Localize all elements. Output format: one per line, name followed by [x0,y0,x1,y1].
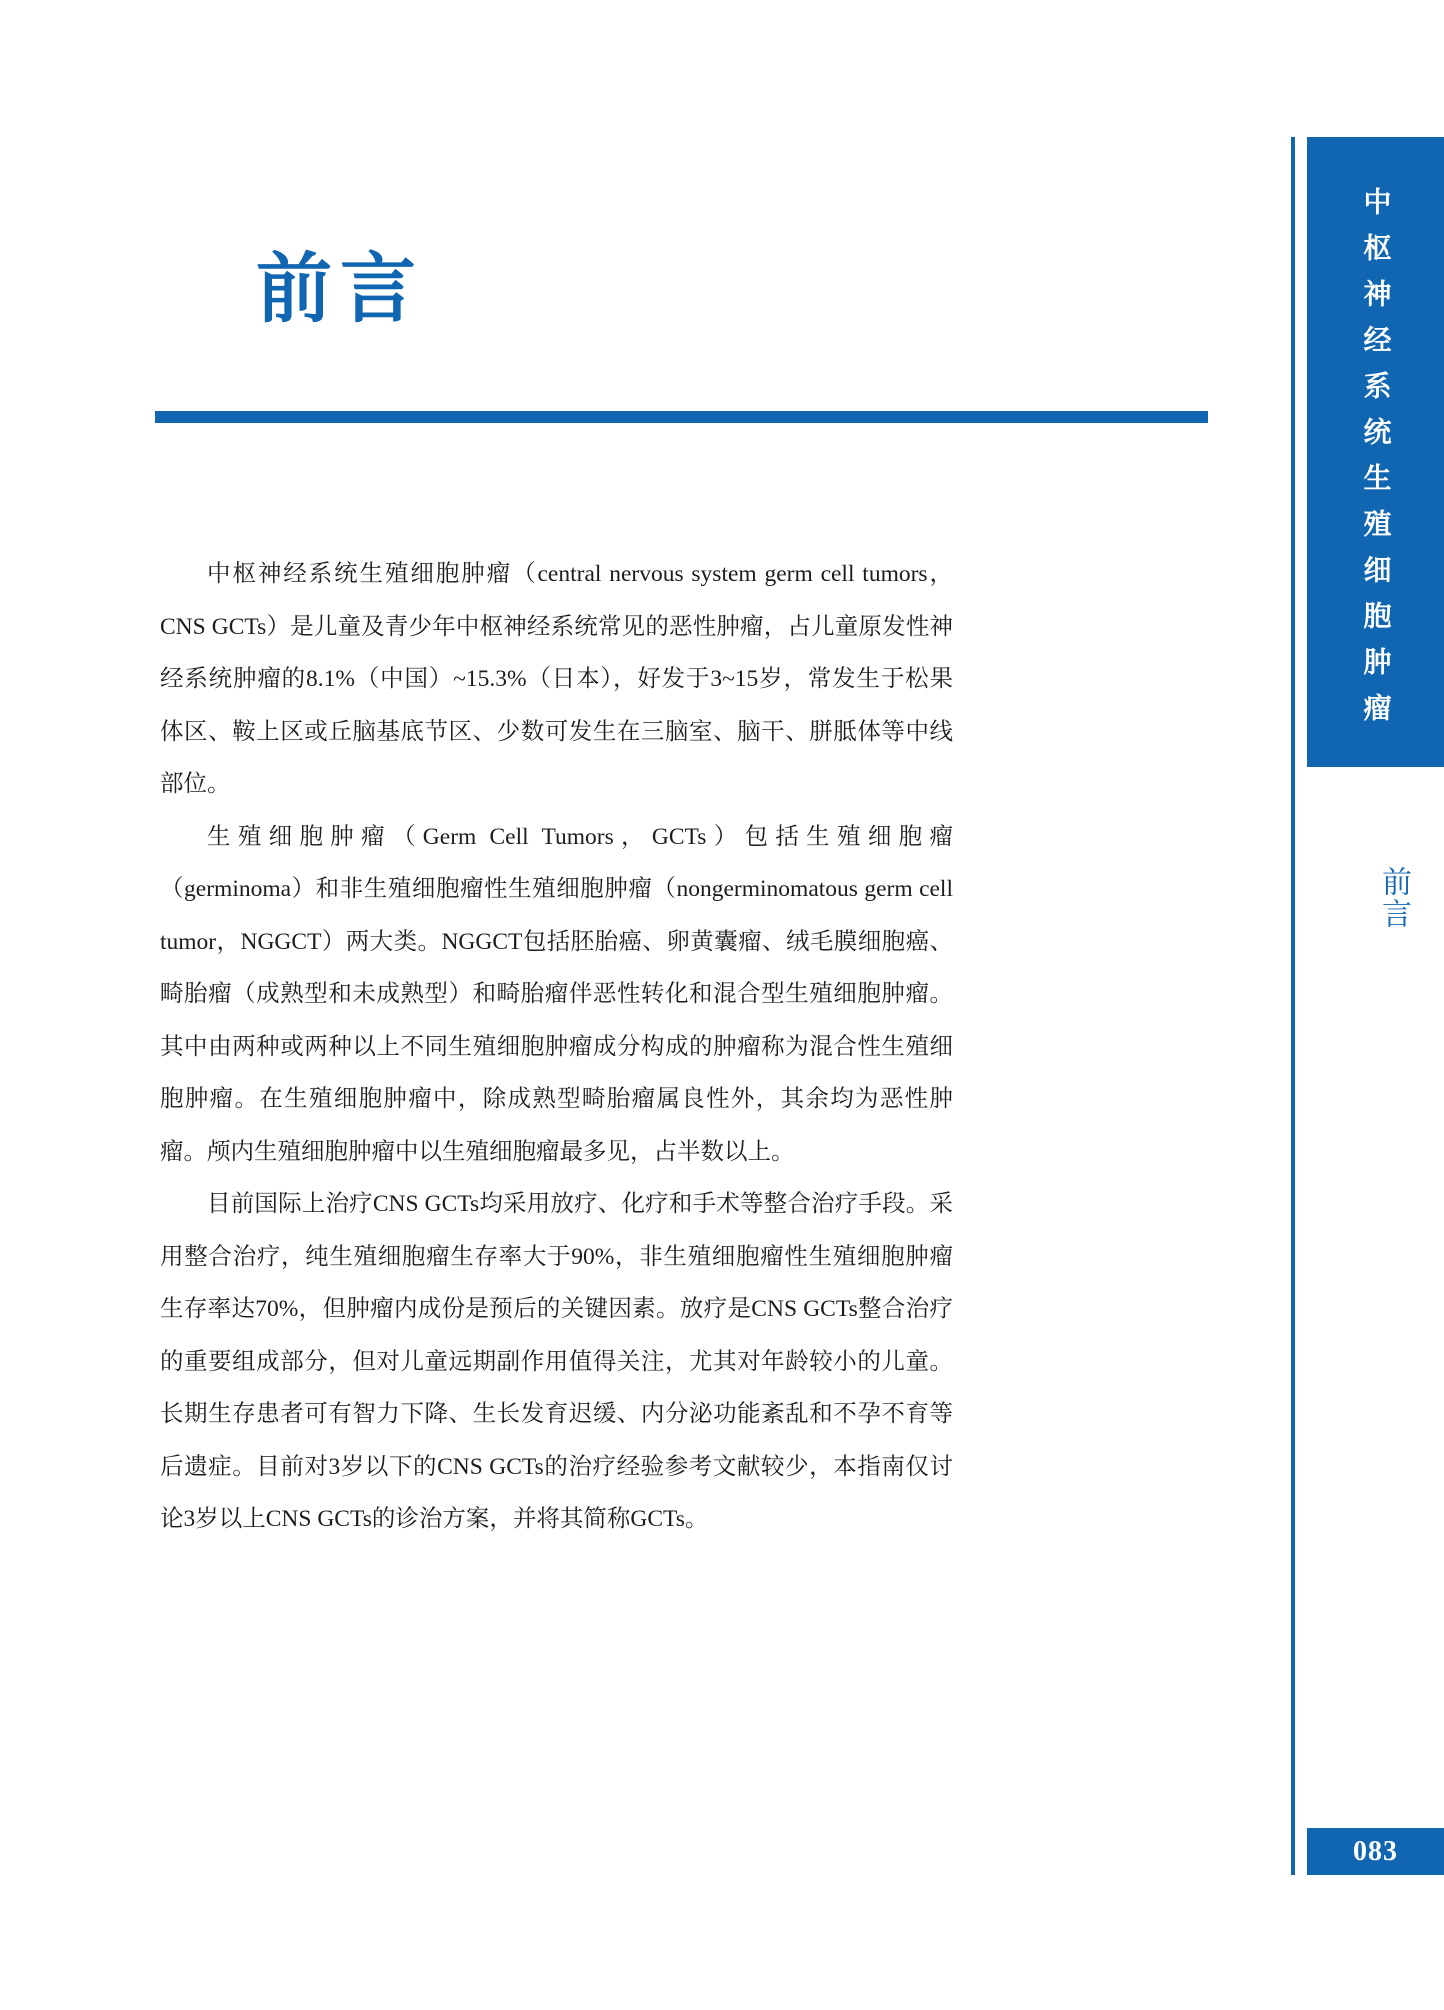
title-divider-rule [155,411,1208,423]
body-text [160,548,953,1546]
paragraph-intro: 中枢神经系统生殖细胞肿瘤（central nervous system germ cell tumors，CNS GCTs）是儿童及青少年中枢神经系统常见的恶性肿瘤，占儿童原发性神经系统肿瘤的8.1%（中国）~15.3%（日本），好发于3~15岁，常发生于松果体区、鞍上区或丘脑基底节区、少数可发生在三脑室、脑干、胼胝体等中线部位。 [160,561,953,797]
sidebar-book-title-label: 中枢神经系统生殖细胞肿瘤 [1360,187,1392,739]
sidebar-book-title-tab [1307,137,1444,767]
page-number: 083 [1353,1835,1398,1867]
sidebar-section-marker: 前言 [1377,866,1410,930]
page-number-badge [1307,1828,1444,1875]
page-title: 前言 [256,247,424,332]
paragraph-treatment: 目前国际上治疗CNS GCTs均采用放疗、化疗和手术等整合治疗手段。采用整合治疗，纯生殖细胞瘤生存率大于90%，非生殖细胞瘤性生殖细胞肿瘤生存率达70%，但肿瘤内成份是预后的关键因素。放疗是CNS GCTs整合治疗的重要组成部分，但对儿童远期副作用值得关注，尤其对年龄较小的儿童。长期生存患者可有智力下降、生长发育迟缓、内分泌功能紊乱和不孕不育等后遗症。目前对3岁以下的CNS GCTs的治疗经验参考文献较少，本指南仅讨论3岁以上CNS GCTs的诊治方案，并将其简称GCTs。 [160,1191,953,1532]
sidebar-vertical-rule [1291,137,1295,1875]
paragraph-classification: 生殖细胞肿瘤（Germ Cell Tumors，GCTs）包括生殖细胞瘤（germinoma）和非生殖细胞瘤性生殖细胞肿瘤（nongerminomatous germ cell tumor，NGGCT）两大类。NGGCT包括胚胎癌、卵黄囊瘤、绒毛膜细胞癌、畸胎瘤（成熟型和未成熟型）和畸胎瘤伴恶性转化和混合型生殖细胞肿瘤。其中由两种或两种以上不同生殖细胞肿瘤成分构成的肿瘤称为混合性生殖细胞肿瘤。在生殖细胞肿瘤中，除成熟型畸胎瘤属良性外，其余均为恶性肿瘤。颅内生殖细胞肿瘤中以生殖细胞瘤最多见，占半数以上。 [160,823,953,1165]
